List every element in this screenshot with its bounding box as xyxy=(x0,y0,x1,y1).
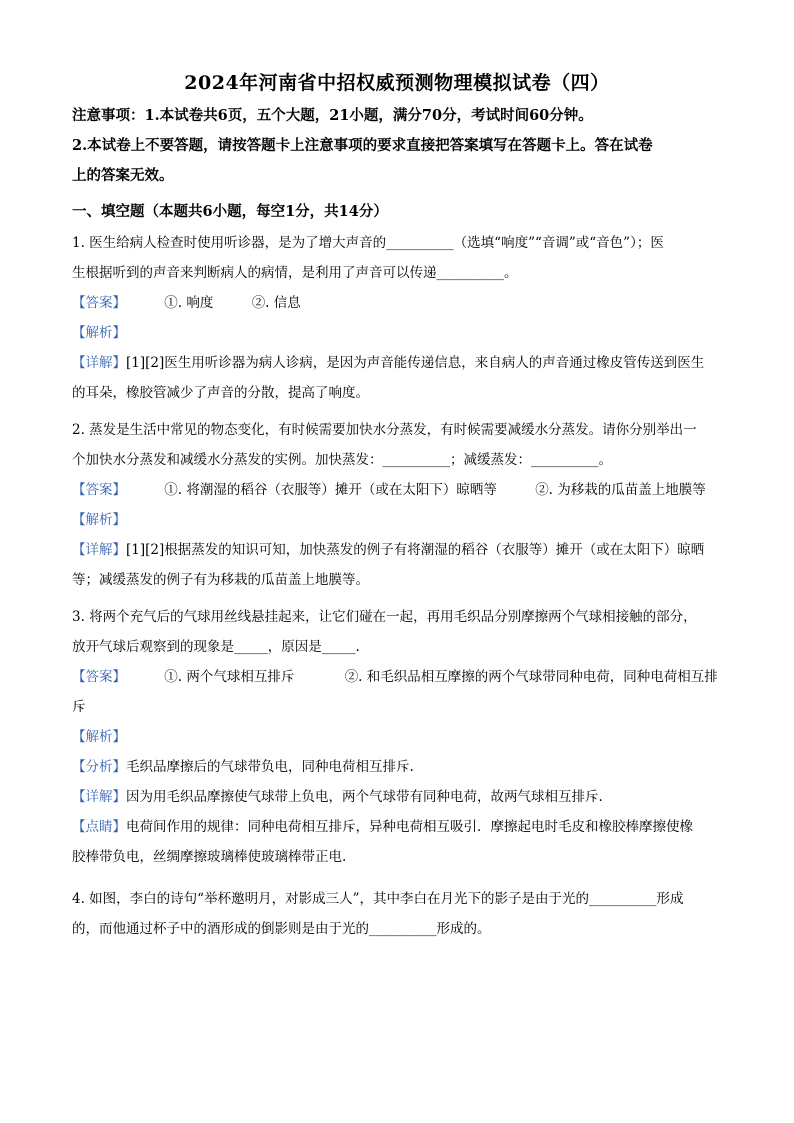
question-2-line-2: 个加快水分蒸发和减缓水分蒸发的实例。加快蒸发：__________；减缓蒸发：__________。 xyxy=(72,452,612,468)
answer-1: ①. 将潮湿的稻谷（衣服等）摊开（或在太阳下）晾晒等 xyxy=(164,482,497,498)
detail-row: 【详解】因为用毛织品摩擦使气球带上负电，两个气球带有同种电荷，故两气球相互排斥. xyxy=(72,789,603,805)
section-heading: 一、填空题（本题共6小题，每空1分，共14分） xyxy=(72,203,388,220)
analysis-label: 【解析】 xyxy=(72,729,126,745)
question-3-line-1: 3. 将两个充气后的气球用丝线悬挂起来，让它们碰在一起，再用毛织品分别摩擦两个气球相接触的部分， xyxy=(72,609,697,625)
question-1-line-2: 生根据听到的声音来判断病人的病情，是利用了声音可以传递__________。 xyxy=(72,265,518,281)
answer-label: 【答案】 xyxy=(72,295,126,311)
analysis-label: 【解析】 xyxy=(72,512,126,528)
detail-row-2: 等；减缓蒸发的例子有为移栽的瓜苗盖上地膜等。 xyxy=(72,572,369,588)
answer-2: ②. 为移栽的瓜苗盖上地膜等 xyxy=(535,482,706,498)
question-4-line-1: 4. 如图，李白的诗句“举杯邀明月，对影成三人”，其中李白在月光下的影子是由于光的__________形成 xyxy=(72,891,684,907)
answer-1: ①. 两个气球相互排斥 xyxy=(164,669,295,685)
fenxi-label: 【分析】 xyxy=(72,759,126,775)
question-1-line-1: 1. 医生给病人检查时使用听诊器，是为了增大声音的__________（选填“响度”“音调”或“音色”）；医 xyxy=(72,235,664,251)
dianjing-row: 【点睛】电荷间作用的规律：同种电荷相互排斥，异种电荷相互吸引．摩擦起电时毛皮和橡胶棒摩擦使橡 xyxy=(72,819,693,835)
notice-line-2: 2.本试卷上不要答题，请按答题卡上注意事项的要求直接把答案填写在答题卡上。答在试卷 xyxy=(72,137,653,154)
answer-row xyxy=(72,662,722,692)
answer-row xyxy=(72,288,722,318)
notice-line-3: 上的答案无效。 xyxy=(72,167,174,184)
dianjing-row-2: 胶棒带负电，丝绸摩擦玻璃棒使玻璃棒带正电. xyxy=(72,849,347,865)
answer-label: 【答案】 xyxy=(72,669,126,685)
detail-row-2: 的耳朵，橡胶管减少了声音的分散，提高了响度。 xyxy=(72,385,369,401)
question-4 xyxy=(72,884,722,944)
notice-line-1: 注意事项：1.本试卷共6页，五个大题，21小题，满分70分，考试时间60分钟。 xyxy=(72,107,593,124)
detail-label: 【详解】 xyxy=(72,789,126,805)
analysis-label: 【解析】 xyxy=(72,325,126,341)
answer-1: ①. 响度 xyxy=(164,295,214,311)
answer-2: ②. 和毛织品相互摩擦的两个气球带同种电荷，同种电荷相互排 xyxy=(344,669,718,685)
answer-row xyxy=(72,475,722,505)
question-1 xyxy=(72,228,722,408)
question-3 xyxy=(72,602,722,872)
page-title: 2024年河南省中招权威预测物理模拟试卷（四） xyxy=(184,72,610,94)
detail-row: 【详解】[1][2]根据蒸发的知识可知，加快蒸发的例子有将潮湿的稻谷（衣服等）摊开（或在太阳下）晾晒 xyxy=(72,542,705,558)
notice xyxy=(72,101,722,191)
question-3-line-2: 放开气球后观察到的现象是_____，原因是_____. xyxy=(72,639,360,655)
question-4-line-2: 的，而他通过杯子中的酒形成的倒影则是由于光的__________形成的。 xyxy=(72,921,491,937)
detail-label: 【详解】 xyxy=(72,355,126,371)
fenxi-row: 【分析】毛织品摩擦后的气球带负电，同种电荷相互排斥. xyxy=(72,759,414,775)
answer-row-2: 斥 xyxy=(72,699,86,715)
detail-label: 【详解】 xyxy=(72,542,126,558)
question-2 xyxy=(72,415,722,595)
answer-2: ②. 信息 xyxy=(251,295,301,311)
dianjing-label: 【点睛】 xyxy=(72,819,126,835)
answer-label: 【答案】 xyxy=(72,482,126,498)
detail-row: 【详解】[1][2]医生用听诊器为病人诊病，是因为声音能传递信息，来自病人的声音通过橡皮管传送到医生 xyxy=(72,355,705,371)
question-2-line-1: 2. 蒸发是生活中常见的物态变化，有时候需要加快水分蒸发，有时候需要减缓水分蒸发。请你分别举出一 xyxy=(72,422,697,438)
